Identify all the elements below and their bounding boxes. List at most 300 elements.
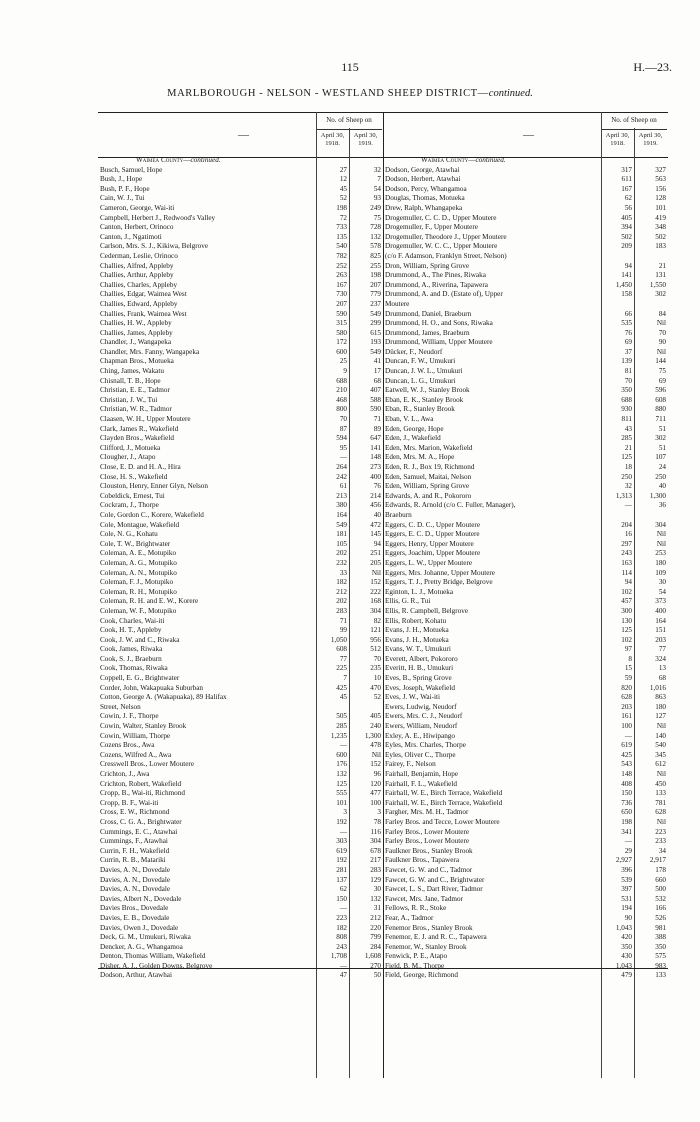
sheep-count-1919: 799	[370, 933, 381, 942]
table-row	[383, 943, 668, 953]
sheep-count-1919: 76	[373, 482, 381, 491]
sheep-count-1918: 125	[336, 779, 347, 788]
owner-name: Cummings, F., Atawhai	[100, 837, 168, 846]
table-row	[98, 367, 383, 377]
table-row	[98, 386, 383, 396]
table-row	[98, 540, 383, 550]
owner-name: Cozens Bros., Awa	[100, 741, 155, 750]
owner-name: Coleman, W. F., Motupiko	[100, 606, 177, 615]
owner-name: Eggers, Joachim, Upper Moutere	[385, 549, 481, 558]
owner-name: Ching, James, Wakatu	[100, 367, 164, 376]
sheep-count-1918: 8	[628, 654, 632, 663]
table-row	[98, 271, 383, 281]
owner-name: Chapman Bros., Motueka	[100, 357, 174, 366]
sheep-count-1919: 71	[373, 415, 381, 424]
section-heading-row	[98, 156, 383, 166]
sheep-count-1918: 94	[624, 578, 632, 587]
sheep-count-1918: 37	[624, 347, 632, 356]
owner-name: Eban, V. L., Awa	[385, 415, 434, 424]
sheep-count-1919: Nil	[371, 750, 381, 759]
table-row	[383, 837, 668, 847]
table-row	[383, 559, 668, 569]
table-row	[98, 166, 383, 176]
sheep-count-1919: Nil	[656, 817, 666, 826]
table-row	[383, 319, 668, 329]
sheep-count-1919: 400	[370, 472, 381, 481]
table-row	[98, 760, 383, 770]
table-row	[98, 799, 383, 809]
owner-name: (c/o F. Adamson, Franklyn Street, Nelson)	[385, 251, 507, 260]
owner-name: Challies, Charles, Appleby	[100, 280, 178, 289]
table-row	[98, 501, 383, 511]
sheep-count-1918: 264	[336, 463, 347, 471]
table-row	[98, 837, 383, 847]
sheep-count-1919: 222	[370, 587, 381, 596]
owner-name: Drummond, A., Riverina, Tapawera	[385, 280, 488, 289]
sheep-count-header: No. of Sheep on	[326, 116, 372, 124]
owner-name: Moutere	[385, 299, 410, 308]
owner-name: Eden, Mrs. M. A., Hope	[385, 453, 455, 462]
owner-name: Duncan, L. G., Umukuri	[385, 376, 456, 385]
table-row	[98, 943, 383, 953]
table-row	[98, 588, 383, 598]
owner-name: Challies, James, Appleby	[100, 328, 173, 337]
owner-name: Fear, A., Tadmor	[385, 913, 434, 922]
sheep-count-1919: 304	[370, 606, 381, 615]
year-header-1918: April 30, 1918.	[320, 132, 345, 147]
sheep-count-1919: 178	[655, 865, 666, 874]
sheep-count-1918: 425	[336, 683, 347, 692]
sheep-count-1918: —	[339, 904, 347, 913]
sheep-count-1918: 232	[336, 558, 347, 567]
owner-name: Drew, Ralph, Whangapeka	[385, 203, 463, 212]
owner-name: Evans, J. H., Motueka	[385, 635, 449, 644]
sheep-count-1918: 52	[339, 194, 347, 203]
owner-name: Field, George, Richmond	[385, 971, 458, 980]
sheep-count-1918: 125	[621, 626, 632, 635]
sheep-count-1918: 59	[624, 674, 632, 683]
sheep-count-1918: 130	[621, 616, 632, 625]
sheep-count-1918: 688	[621, 395, 632, 404]
owner-name: Chandler, Mrs. Fanny, Wangapeka	[100, 347, 200, 356]
owner-name: Eyles, Oliver C., Thorpe	[385, 750, 456, 759]
sheep-count-1918: 250	[621, 472, 632, 481]
owner-name: Close, H. S., Wakefield	[100, 472, 168, 481]
table-row	[383, 377, 668, 387]
sheep-count-1918: 303	[336, 837, 347, 846]
sheep-count-1918: 167	[336, 280, 347, 289]
owner-name: Campbell, Herbert J., Redwood's Valley	[100, 213, 216, 222]
sheep-count-1919: 151	[655, 626, 666, 635]
sheep-count-1919: 51	[658, 443, 666, 452]
owner-name: Currin, R. B., Matariki	[100, 856, 166, 865]
owner-name: Ellis, G. R., Tui	[385, 597, 431, 606]
sheep-count-1918: 27	[339, 165, 347, 174]
sheep-count-1919: 30	[373, 885, 381, 894]
table-row	[383, 453, 668, 463]
table-row	[98, 693, 383, 703]
sheep-count-1919: 41	[373, 357, 381, 366]
table-row	[383, 482, 668, 492]
table-row	[98, 549, 383, 559]
sheep-count-1919: 407	[370, 386, 381, 395]
sheep-count-1919: 532	[655, 894, 666, 903]
sheep-count-1919: 781	[655, 798, 666, 807]
sheep-count-1919: 68	[373, 376, 381, 385]
sheep-count-1918: 1,235	[330, 731, 347, 740]
table-row	[383, 290, 668, 300]
owner-name: Coleman, R. H. and E. W., Korere	[100, 597, 199, 606]
sheep-count-1918: 242	[336, 472, 347, 481]
sheep-count-1918: 102	[621, 635, 632, 644]
table-row	[383, 617, 668, 627]
table-row	[383, 828, 668, 838]
owner-name: Fairhall, F. L., Wakefield	[385, 779, 457, 788]
table-row	[98, 780, 383, 790]
owner-name: Ewers, Ludwig, Neudorf	[385, 702, 457, 711]
owner-name: Field, B. M., Thorpe	[385, 961, 445, 970]
center-rule	[383, 112, 384, 1078]
sheep-count-1919: 350	[655, 942, 666, 951]
table-row	[98, 338, 383, 348]
sheep-count-1918: 61	[339, 482, 347, 491]
sheep-count-1919: 880	[655, 405, 666, 414]
table-row	[98, 712, 383, 722]
section-heading: Waimea County—continued.	[421, 156, 506, 164]
owner-name: Denton, Thomas William, Wakefield	[100, 952, 206, 961]
sheep-count-1918: 32	[624, 482, 632, 491]
owner-name: Dencker, A. G., Whangamoa	[100, 942, 183, 951]
sheep-count-1919: 75	[658, 367, 666, 376]
left-column	[98, 156, 383, 981]
sheep-count-1919: 30	[658, 578, 666, 587]
owner-name: Drummond, A. and D. (Estate of), Upper	[385, 290, 503, 299]
table-row	[98, 876, 383, 886]
sheep-count-1918: 114	[621, 568, 632, 577]
table-row	[383, 540, 668, 550]
owner-name: Corder, John, Wakapuaka Suburban	[100, 683, 203, 692]
sheep-count-1919: 233	[655, 837, 666, 846]
owner-name: Eggers, Mrs. Johanne, Upper Moutere	[385, 568, 495, 577]
sheep-count-1918: 505	[336, 712, 347, 721]
owner-name: Farley Bros. and Tecce, Lower Moutere	[385, 817, 500, 826]
sheep-count-1918: 132	[336, 770, 347, 778]
table-row	[383, 473, 668, 483]
sheep-count-1919: 477	[370, 789, 381, 798]
table-row	[383, 952, 668, 962]
sheep-count-1918: 141	[621, 271, 632, 280]
table-row	[383, 521, 668, 531]
owner-name: Davies, Albert N., Dovedale	[100, 894, 182, 903]
sheep-count-1918: —	[339, 827, 347, 836]
sheep-count-1919: 180	[655, 702, 666, 711]
sheep-count-1918: 733	[336, 223, 347, 232]
sheep-count-1918: 125	[621, 453, 632, 462]
sheep-count-1919: 156	[655, 184, 666, 193]
owner-name: Clark, James R., Wakefield	[100, 424, 179, 433]
sheep-count-1918: 176	[336, 760, 347, 769]
sheep-count-1919: 250	[655, 472, 666, 481]
sheep-count-1919: 205	[370, 558, 381, 567]
sheep-count-1919: 578	[370, 242, 381, 251]
sheep-count-1918: 95	[339, 443, 347, 452]
sheep-count-1919: 273	[370, 463, 381, 471]
sheep-count-1919: 728	[370, 223, 381, 232]
owner-name: Edwards, A. and R., Pokororo	[385, 491, 472, 500]
year-header-1919: April 30, 1919.	[638, 132, 663, 147]
sheep-count-1918: 457	[621, 597, 632, 606]
sheep-count-1919: 405	[370, 712, 381, 721]
sheep-count-1918: 430	[621, 952, 632, 961]
owner-name: Challies, H. W., Appleby	[100, 319, 172, 328]
sheep-count-1919: 133	[655, 789, 666, 798]
owner-name: Cole, T. W., Brightwater	[100, 539, 171, 548]
sheep-count-1919: 132	[370, 232, 381, 241]
sheep-count-1919: 82	[373, 616, 381, 625]
table-row	[98, 741, 383, 751]
sheep-count-1918: 531	[621, 894, 632, 903]
sheep-count-1918: 223	[336, 913, 347, 922]
sheep-count-1918: 580	[336, 328, 347, 337]
sheep-count-1918: 161	[621, 712, 632, 721]
sheep-count-1919: 249	[370, 203, 381, 212]
sheep-count-1918: 397	[621, 885, 632, 894]
owner-name: Fairhall, W. E., Birch Terrace, Wakefield	[385, 798, 503, 807]
table-row	[383, 933, 668, 943]
sheep-count-1918: 628	[621, 693, 632, 702]
sheep-count-1918: 225	[336, 664, 347, 673]
owner-name: Ewers, William, Neudorf	[385, 722, 458, 731]
owner-name: Eden, William, Spring Grove	[385, 482, 470, 491]
sheep-count-1919: 40	[658, 482, 666, 491]
sheep-count-1918: —	[624, 731, 632, 740]
owner-name: Challies, Arthur, Appleby	[100, 271, 174, 280]
sheep-count-1918: 181	[336, 530, 347, 539]
sheep-count-1918: 1,450	[615, 280, 632, 289]
table-row	[383, 204, 668, 214]
year-header-1919: April 30, 1919.	[353, 132, 378, 147]
sheep-count-1918: 811	[621, 415, 632, 424]
table-row	[383, 233, 668, 243]
sheep-count-1918: 611	[621, 175, 632, 184]
owner-name: Farley Bros., Lower Moutere	[385, 837, 470, 846]
owner-name: Drummond, James, Braeburn	[385, 328, 470, 337]
sheep-count-1918: 539	[621, 875, 632, 884]
owner-name: Eves, Joseph, Wakefield	[385, 683, 455, 692]
sheep-count-1919: 100	[370, 798, 381, 807]
owner-name: Cameron, George, Wai-iti	[100, 203, 175, 212]
sheep-count-1918: 1,043	[615, 961, 632, 970]
owner-name: Cook, J. W. and C., Riwaka	[100, 635, 180, 644]
table-row	[98, 885, 383, 895]
table-row	[383, 463, 668, 473]
sheep-count-1918: 198	[621, 817, 632, 826]
sheep-count-1919: 302	[655, 290, 666, 299]
table-row	[383, 492, 668, 502]
sheep-count-1919: 152	[370, 760, 381, 769]
table-row	[98, 636, 383, 646]
table-row	[383, 367, 668, 377]
sheep-count-1919: 251	[370, 549, 381, 558]
sheep-count-1918: 209	[621, 242, 632, 251]
table-row	[98, 895, 383, 905]
owner-name: Cummings, E. C., Atawhai	[100, 827, 178, 836]
sheep-count-1919: 373	[655, 597, 666, 606]
sheep-count-1919: 575	[655, 952, 666, 961]
owner-name: Eyles, Mrs. Charles, Thorpe	[385, 741, 466, 750]
sheep-count-1919: 549	[370, 347, 381, 356]
sheep-count-1919: 198	[370, 271, 381, 280]
table-row	[98, 204, 383, 214]
sheep-count-1918: 7	[343, 674, 347, 683]
owner-name: Ellis, R. Campbell, Belgrove	[385, 606, 469, 615]
sheep-count-1919: 203	[655, 635, 666, 644]
sheep-count-1919: 78	[373, 817, 381, 826]
sheep-count-1918: 350	[621, 942, 632, 951]
owner-name: Carlson, Mrs. S. J., Kikiwa, Belgrove	[100, 242, 209, 251]
sheep-count-1919: 615	[370, 328, 381, 337]
sheep-count-1919: 70	[658, 328, 666, 337]
table-row	[98, 962, 383, 972]
owner-name: Fenemor, W., Stanley Brook	[385, 942, 467, 951]
table-row	[383, 751, 668, 761]
column-rule	[634, 128, 635, 1078]
owner-name: Cook, James, Riwaka	[100, 645, 163, 654]
table-row	[383, 444, 668, 454]
sheep-count-1918: 394	[621, 223, 632, 232]
sheep-count-1918: —	[339, 741, 347, 750]
column-rule	[349, 128, 350, 1078]
sheep-count-1918: 207	[336, 299, 347, 308]
sheep-count-1919: 472	[370, 520, 381, 529]
sheep-count-1918: 69	[624, 338, 632, 347]
owner-name: Dücker, F., Neudorf	[385, 347, 443, 356]
sheep-count-1918: 87	[339, 424, 347, 433]
sheep-count-1918: 9	[343, 367, 347, 376]
owner-name: Drogemuller, F., Upper Moutere	[385, 223, 478, 232]
table-row	[383, 971, 668, 981]
owner-name: Eatwell, W. J., Stanley Brook	[385, 386, 470, 395]
owner-name: Cowin, William, Thorpe	[100, 731, 171, 740]
sheep-count-1919: 1,300	[364, 731, 381, 740]
sheep-count-1919: 863	[655, 693, 666, 702]
table-row	[383, 530, 668, 540]
table-row	[98, 952, 383, 962]
table-row	[98, 770, 383, 780]
table-row	[98, 971, 383, 981]
sheep-count-1919: Nil	[656, 539, 666, 548]
owner-name: Drummond, Daniel, Braeburn	[385, 309, 472, 318]
sheep-count-1919: 133	[655, 971, 666, 980]
table-row	[383, 732, 668, 742]
owner-name: Drogemuller, C. C. D., Upper Moutere	[385, 213, 497, 222]
sheep-count-1918: 243	[621, 549, 632, 558]
owner-name: Cole, Gordon C., Korere, Wakefield	[100, 510, 204, 519]
sheep-count-1918: 535	[621, 319, 632, 328]
owner-name: Duncan, F. W., Umukuri	[385, 357, 456, 366]
owner-name: Everitt, H. B., Umukuri	[385, 664, 454, 673]
sheep-count-1919: 419	[655, 213, 666, 222]
owner-name: Cross, E. W., Richmond	[100, 808, 170, 817]
sheep-count-1918: 45	[339, 693, 347, 702]
sheep-count-1918: 782	[336, 251, 347, 260]
owner-name: Bush, P. F., Hope	[100, 184, 150, 193]
sheep-count-1919: 89	[373, 424, 381, 433]
table-row	[383, 741, 668, 751]
owner-name: Cederman, Leslie, Orinoco	[100, 251, 178, 260]
sheep-count-1919: 207	[370, 280, 381, 289]
owner-name: Christian, W. R., Tadmor	[100, 405, 172, 414]
owner-name: Cotton, George A. (Wakapuaka), 89 Halifax	[100, 693, 227, 702]
sheep-count-1918: 102	[621, 587, 632, 596]
sheep-count-1919: 3	[377, 808, 381, 817]
sheep-count-1919: 90	[658, 338, 666, 347]
table-row	[383, 962, 668, 972]
owner-name: Eggers, E. C. D., Upper Moutere	[385, 530, 480, 539]
sheep-count-1919: 549	[370, 309, 381, 318]
sheep-count-1918: 99	[339, 626, 347, 635]
sheep-count-1918: 730	[336, 290, 347, 299]
table-row	[383, 847, 668, 857]
sheep-count-1918: 70	[339, 415, 347, 424]
table-row	[98, 511, 383, 521]
table-row	[383, 645, 668, 655]
right-column	[383, 156, 668, 981]
sheep-count-1919: 255	[370, 261, 381, 270]
sheep-count-1919: 253	[655, 549, 666, 558]
sheep-count-1919: 84	[658, 309, 666, 318]
table-row	[383, 338, 668, 348]
sheep-count-1919: 388	[655, 933, 666, 942]
sheep-count-1918: 317	[621, 165, 632, 174]
sheep-count-1918: 76	[624, 328, 632, 337]
sheep-count-1919: 68	[658, 674, 666, 683]
sheep-count-1919: 54	[373, 184, 381, 193]
table-row	[383, 425, 668, 435]
owner-name: Fairey, F., Nelson	[385, 760, 436, 769]
owner-name: Crichton, Robert, Wakefield	[100, 779, 182, 788]
owner-name: Challies, Frank, Waimea West	[100, 309, 187, 318]
sheep-count-1919: 220	[370, 923, 381, 932]
sheep-count-1919: 132	[370, 894, 381, 903]
table-row	[383, 655, 668, 665]
sheep-count-1919: 36	[658, 501, 666, 510]
owner-name: Coleman, A. N., Motupiko	[100, 568, 177, 577]
sheep-count-1918: 105	[336, 539, 347, 548]
sheep-count-1918: 12	[339, 175, 347, 184]
owner-name: Cobeldick, Ernest, Tui	[100, 491, 165, 500]
sheep-count-1918: 468	[336, 395, 347, 404]
table-row	[98, 434, 383, 444]
sheep-count-1918: 380	[336, 501, 347, 510]
sheep-count-1919: 983	[655, 961, 666, 970]
table-row	[383, 262, 668, 272]
sheep-count-1919: 193	[370, 338, 381, 347]
sheep-count-1918: 182	[336, 923, 347, 932]
table-row	[383, 895, 668, 905]
table-row	[383, 722, 668, 732]
sheep-count-1918: 341	[621, 827, 632, 836]
sheep-table	[98, 112, 668, 980]
owner-name: Dodson, George, Atawhai	[385, 165, 460, 174]
sheep-count-1919: 284	[370, 942, 381, 951]
owner-name: Coleman, R. H., Motupiko	[100, 587, 177, 596]
table-row	[383, 281, 668, 291]
sheep-count-1919: 7	[377, 175, 381, 184]
table-row	[98, 185, 383, 195]
sheep-count-1918: 45	[339, 184, 347, 193]
owner-name: Canton, Herbert, Orinoco	[100, 223, 174, 232]
